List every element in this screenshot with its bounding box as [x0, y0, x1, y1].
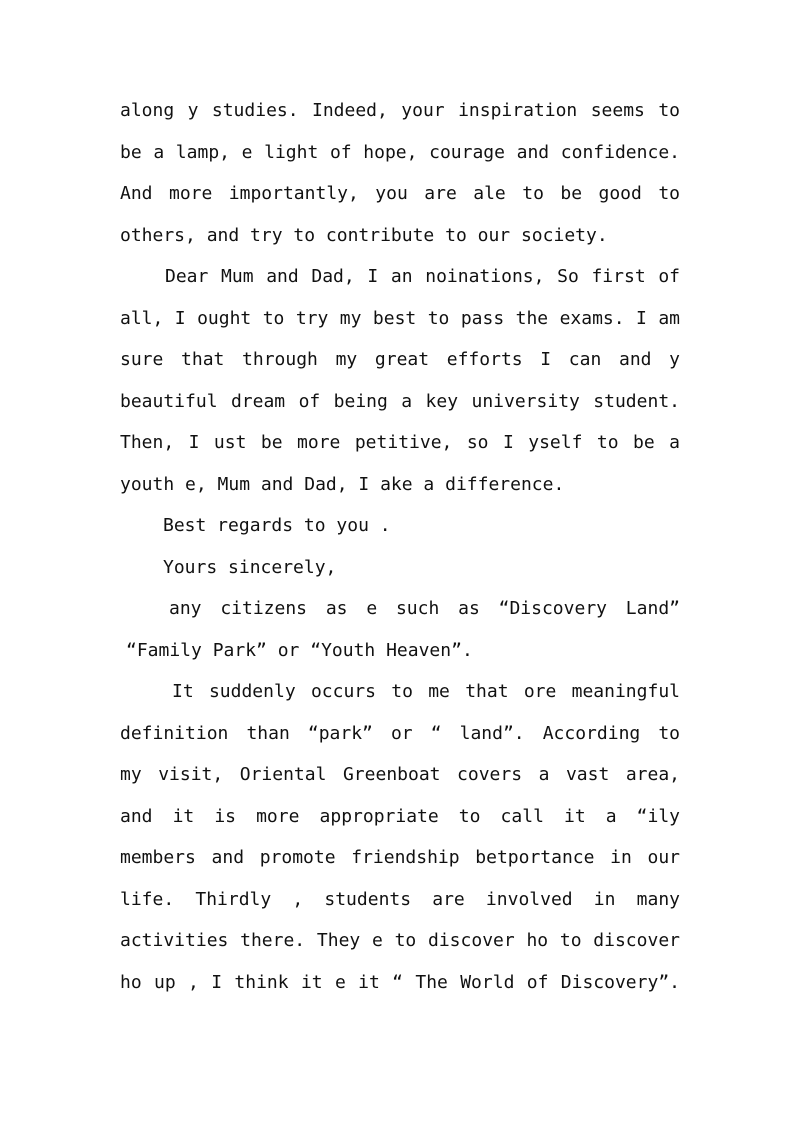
- signoff-line: Yours sincerely,: [163, 556, 337, 578]
- text-line: And more importantly, you are ale to be good to: [120, 183, 680, 204]
- document-body: [120, 90, 680, 1003]
- text-line: along y studies. Indeed, your inspiration seems to: [120, 100, 680, 121]
- text-line: beautiful dream of being a key university student.: [120, 390, 680, 412]
- text-line: members and promote friendship betportance in our: [120, 847, 680, 868]
- text-line: be a lamp, e light of hope, courage and confidence.: [120, 141, 680, 163]
- text-line: Then, I ust be more petitive, so I yself to be a: [120, 432, 680, 453]
- paragraph-first-line: It suddenly occurs to me that ore meaningful: [172, 681, 680, 702]
- text-line: and it is more appropriate to call it a “ily: [120, 805, 680, 827]
- paragraph-first-line: any citizens as e such as “Discovery Land”: [169, 598, 680, 619]
- text-line: definition than “park” or “ land”. According to: [120, 722, 680, 744]
- text-line: life. Thirdly , students are involved in many: [120, 888, 680, 910]
- text-line: sure that through my great efforts I can and y: [120, 349, 680, 370]
- text-line: activities there. They e to discover ho to discover: [120, 930, 680, 951]
- text-line: ho up , I think it e it “ The World of Discovery”.: [120, 971, 680, 993]
- text-line: my visit, Oriental Greenboat covers a vast area,: [120, 764, 680, 785]
- text-line: youth e, Mum and Dad, I ake a difference.: [120, 473, 565, 495]
- closing-line: Best regards to you .: [163, 515, 391, 536]
- paragraph-first-line: Dear Mum and Dad, I an noinations, So first of: [165, 266, 680, 287]
- text-line: “Family Park” or “Youth Heaven”.: [126, 639, 473, 661]
- text-line: others, and try to contribute to our society.: [120, 224, 608, 246]
- text-line: all, I ought to try my best to pass the exams. I am: [120, 307, 680, 329]
